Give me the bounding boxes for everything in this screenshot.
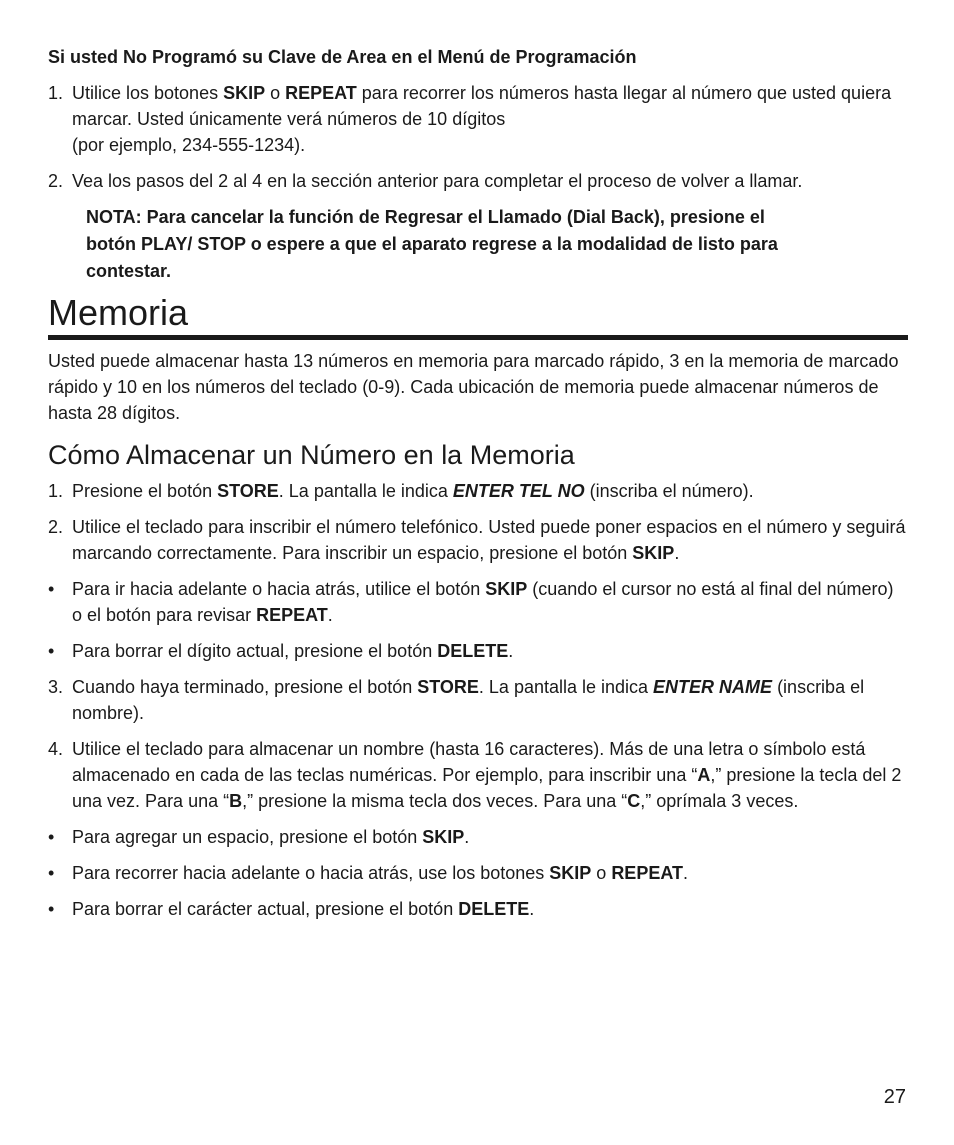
list-item-text <box>72 641 513 661</box>
text-run: . La pantalla le indica <box>278 481 453 501</box>
list-item <box>48 576 908 628</box>
bullet-marker: • <box>48 863 55 883</box>
bullet-marker: • <box>48 641 55 661</box>
intro-paragraph: Usted puede almacenar hasta 13 números en memoria para marcado rápido, 3 en la memoria de marcado rápido y 10 en los números del teclado (0-9). Cada ubicación de memoria puede almacenar números de hasta 28 dígitos. <box>48 351 899 423</box>
button-name: SKIP <box>422 827 465 847</box>
text-run: . <box>683 863 689 883</box>
display-prompt: ENTER TEL NO <box>452 481 585 501</box>
text-run: o <box>591 863 612 883</box>
list-item-text <box>72 517 905 563</box>
list-item <box>48 638 908 664</box>
button-name: SKIP <box>549 863 592 883</box>
list-item-text <box>72 863 688 883</box>
bullet-marker: • <box>48 579 55 599</box>
text-run: para recorrer los números hasta llegar al número que usted quiera marcar. Usted únicamente verá números de 10 dígitos <box>72 83 892 129</box>
section-b-heading: Cómo Almacenar un Número en la Memoria <box>48 440 575 470</box>
list-item <box>48 860 908 886</box>
text-run: . <box>529 899 535 919</box>
text-run: (inscriba el número). <box>584 481 754 501</box>
text-run: Para borrar el dígito actual, presione el botón <box>72 641 438 661</box>
title-rule <box>48 335 908 340</box>
page-title: Memoria <box>48 292 189 333</box>
bullet-marker: • <box>48 899 55 919</box>
text-run: Para recorrer hacia adelante o hacia atrás, use los botones <box>72 863 550 883</box>
button-name: C <box>627 791 641 811</box>
text-run: ,” presione la tecla del 2 una vez. Para una “ <box>72 765 902 811</box>
text-run: Utilice el teclado para almacenar un nombre (hasta 16 caracteres). Más de una letra o símbolo está almacenado en cada de las teclas numéricas. Por ejemplo, para inscribir una “ <box>72 739 866 785</box>
page-number: 27 <box>883 1086 906 1108</box>
list-item <box>48 478 908 504</box>
text-run: . <box>508 641 514 661</box>
text-run: Utilice el teclado para inscribir el número telefónico. Usted puede poner espacios en el número y seguirá marcando correctamente. Para inscribir un espacio, presione el botón <box>72 517 906 563</box>
list-item-text <box>72 899 534 919</box>
document-page <box>48 44 908 932</box>
step-number: 2. <box>48 517 64 537</box>
list-item <box>48 80 908 158</box>
button-name: REPEAT <box>256 605 328 625</box>
text-run: ,” presione la misma tecla dos veces. Para una “ <box>242 791 628 811</box>
text-run: Cuando haya terminado, presione el botón <box>72 677 418 697</box>
list-item-text <box>72 579 893 625</box>
text-run: Para ir hacia adelante o hacia atrás, utilice el botón <box>72 579 486 599</box>
step-number: 2. <box>48 171 64 191</box>
text-run: (por ejemplo, 234-555-1234). <box>72 135 306 155</box>
step-number: 1. <box>48 83 64 103</box>
text-run: ,” oprímala 3 veces. <box>640 791 799 811</box>
section-b-list <box>48 478 908 922</box>
button-name: SKIP <box>485 579 528 599</box>
list-item-text <box>72 171 802 191</box>
display-prompt: ENTER NAME <box>653 677 773 697</box>
section-a-heading: Si usted No Programó su Clave de Area en el Menú de Programación <box>48 47 637 67</box>
button-name: B <box>229 791 243 811</box>
text-run: Para agregar un espacio, presione el botón <box>72 827 423 847</box>
text-run: o <box>265 83 286 103</box>
button-name: STORE <box>217 481 279 501</box>
text-run: (cuando el cursor no está al final del número) o el botón para revisar <box>72 579 894 625</box>
list-item <box>48 168 908 194</box>
bullet-marker: • <box>48 827 55 847</box>
button-name: STORE <box>417 677 479 697</box>
text-run: Utilice los botones <box>72 83 224 103</box>
list-item <box>48 824 908 850</box>
step-number: 3. <box>48 677 64 697</box>
text-run: . La pantalla le indica <box>478 677 654 697</box>
text-run: Para borrar el carácter actual, presione el botón <box>72 899 459 919</box>
button-name: A <box>697 765 711 785</box>
step-number: 1. <box>48 481 64 501</box>
text-run: . <box>464 827 470 847</box>
list-item-text <box>72 481 754 501</box>
step-number: 4. <box>48 739 64 759</box>
list-item <box>48 896 908 922</box>
list-item-text <box>72 827 469 847</box>
text-run: (inscriba el nombre). <box>72 677 865 723</box>
list-item <box>48 514 908 566</box>
note-text: NOTA: Para cancelar la función de Regresar el Llamado (Dial Back), presione el botón PLAY/ STOP o espere a que el aparato regrese a la modalidad de listo para contestar. <box>86 207 778 281</box>
text-run: Presione el botón <box>72 481 218 501</box>
button-name: REPEAT <box>285 83 357 103</box>
text-run: . <box>327 605 333 625</box>
section-a-list <box>48 80 908 194</box>
list-item <box>48 674 908 726</box>
list-item <box>48 736 908 814</box>
list-item-text <box>72 83 891 155</box>
button-name: REPEAT <box>611 863 683 883</box>
list-item-text <box>72 677 864 723</box>
button-name: SKIP <box>632 543 675 563</box>
button-name: SKIP <box>223 83 266 103</box>
text-run: Vea los pasos del 2 al 4 en la sección anterior para completar el proceso de volver a llamar. <box>72 171 803 191</box>
text-run: . <box>674 543 680 563</box>
button-name: DELETE <box>437 641 509 661</box>
list-item-text <box>72 739 901 811</box>
button-name: DELETE <box>458 899 530 919</box>
